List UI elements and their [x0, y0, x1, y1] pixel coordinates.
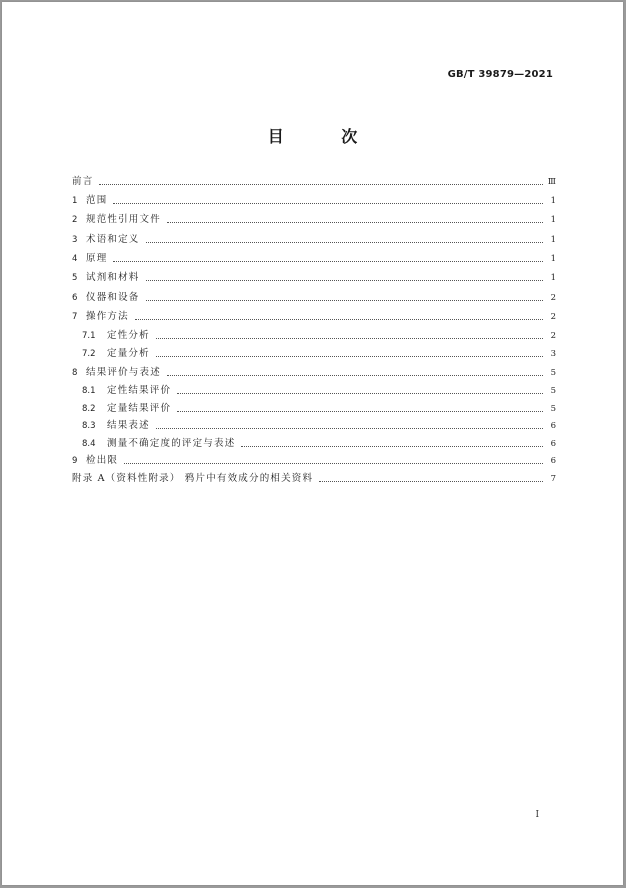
toc-entry-page: 5 — [550, 368, 556, 378]
toc-entry-page: 1 — [550, 254, 556, 264]
toc-entry-label: 定性分析 — [107, 330, 150, 341]
toc-dot-leader — [177, 411, 543, 412]
toc-entry[interactable] — [82, 345, 556, 361]
toc-entry-number: 2 — [72, 215, 78, 225]
toc-entry-page: 1 — [550, 235, 556, 245]
toc-dot-leader — [167, 375, 543, 376]
toc-entry-label: 检出限 — [86, 455, 119, 466]
toc-entry-page: 3 — [550, 349, 556, 359]
toc-entry-number: 8.1 — [82, 386, 96, 396]
toc-entry-number: 7 — [72, 312, 78, 322]
toc-entry-label: 规范性引用文件 — [86, 214, 161, 225]
toc-entry[interactable] — [72, 250, 556, 266]
toc-entry-page: 2 — [550, 331, 556, 341]
toc-entry[interactable] — [72, 231, 556, 247]
toc-entry-number: 7.2 — [82, 349, 96, 359]
toc-entry-label: 定性结果评价 — [107, 385, 172, 396]
toc-entry-label: 操作方法 — [86, 311, 129, 322]
toc-entry-page: 6 — [550, 439, 556, 449]
toc-dot-leader — [124, 463, 543, 464]
toc-entry-label: 定量分析 — [107, 348, 150, 359]
toc-entry-label: 范围 — [86, 195, 108, 206]
toc-entry-label: 试剂和材料 — [86, 272, 140, 283]
toc-entry[interactable] — [72, 289, 556, 305]
toc-entry[interactable] — [72, 452, 556, 468]
toc-entry-page: 7 — [550, 474, 556, 484]
toc-entry-number: 9 — [72, 456, 78, 466]
toc-entry-page: 6 — [550, 456, 556, 466]
toc-entry[interactable] — [82, 435, 556, 451]
toc-entry-number: 3 — [72, 235, 78, 245]
toc-entry-number: 8.3 — [82, 421, 96, 431]
toc-dot-leader — [113, 261, 543, 262]
toc-dot-leader — [319, 481, 543, 482]
toc-entry-number: 8.2 — [82, 404, 96, 414]
toc-entry[interactable] — [72, 173, 556, 189]
toc-entry-label: 前言 — [72, 176, 94, 187]
toc-entry-label: 结果表述 — [107, 420, 150, 431]
toc-entry[interactable] — [72, 269, 556, 285]
toc-entry-label: 术语和定义 — [86, 234, 140, 245]
toc-title: 目 次 — [267, 127, 384, 146]
toc-entry[interactable] — [72, 192, 556, 208]
toc-entry-number: 1 — [72, 196, 78, 206]
standard-code: GB/T 39879—2021 — [447, 69, 553, 80]
toc-entry-label: 原理 — [86, 253, 108, 264]
toc-entry-label: 定量结果评价 — [107, 403, 172, 414]
toc-entry-label: 测量不确定度的评定与表述 — [107, 438, 236, 449]
toc-entry-label: 附录 A（资料性附录） 鸦片中有效成分的相关资料 — [72, 473, 314, 484]
toc-dot-leader — [146, 280, 543, 281]
document-page — [2, 2, 623, 885]
toc-dot-leader — [156, 356, 543, 357]
toc-dot-leader — [241, 446, 543, 447]
toc-entry-page: 6 — [550, 421, 556, 431]
toc-entry-number: 8.4 — [82, 439, 96, 449]
toc-entry-page: 1 — [550, 273, 556, 283]
toc-entry-label: 仪器和设备 — [86, 292, 140, 303]
toc-dot-leader — [177, 393, 543, 394]
toc-entry-number: 4 — [72, 254, 78, 264]
toc-entry-number: 6 — [72, 293, 78, 303]
toc-entry-page: 1 — [550, 215, 556, 225]
toc-entry[interactable] — [82, 327, 556, 343]
toc-entry[interactable] — [82, 400, 556, 416]
toc-entry[interactable] — [72, 364, 556, 380]
toc-dot-leader — [146, 300, 543, 301]
toc-entry-page: 2 — [550, 312, 556, 322]
toc-entry[interactable] — [72, 308, 556, 324]
toc-entry[interactable] — [72, 470, 556, 486]
toc-entry-page: 2 — [550, 293, 556, 303]
toc-entry-page: Ⅲ — [547, 177, 556, 187]
toc-dot-leader — [113, 203, 543, 204]
toc-entry-number: 7.1 — [82, 331, 96, 341]
toc-entry-page: 5 — [550, 404, 556, 414]
toc-entry[interactable] — [82, 382, 556, 398]
page-number: I — [535, 810, 539, 820]
toc-dot-leader — [135, 319, 543, 320]
toc-entry-number: 5 — [72, 273, 78, 283]
toc-entry[interactable] — [72, 211, 556, 227]
toc-dot-leader — [156, 428, 543, 429]
toc-entry-page: 1 — [550, 196, 556, 206]
toc-entry[interactable] — [82, 417, 556, 433]
toc-dot-leader — [99, 184, 543, 185]
toc-dot-leader — [156, 338, 543, 339]
toc-entry-page: 5 — [550, 386, 556, 396]
toc-dot-leader — [146, 242, 543, 243]
toc-entry-number: 8 — [72, 368, 78, 378]
toc-dot-leader — [167, 222, 543, 223]
toc-entry-label: 结果评价与表述 — [86, 367, 161, 378]
